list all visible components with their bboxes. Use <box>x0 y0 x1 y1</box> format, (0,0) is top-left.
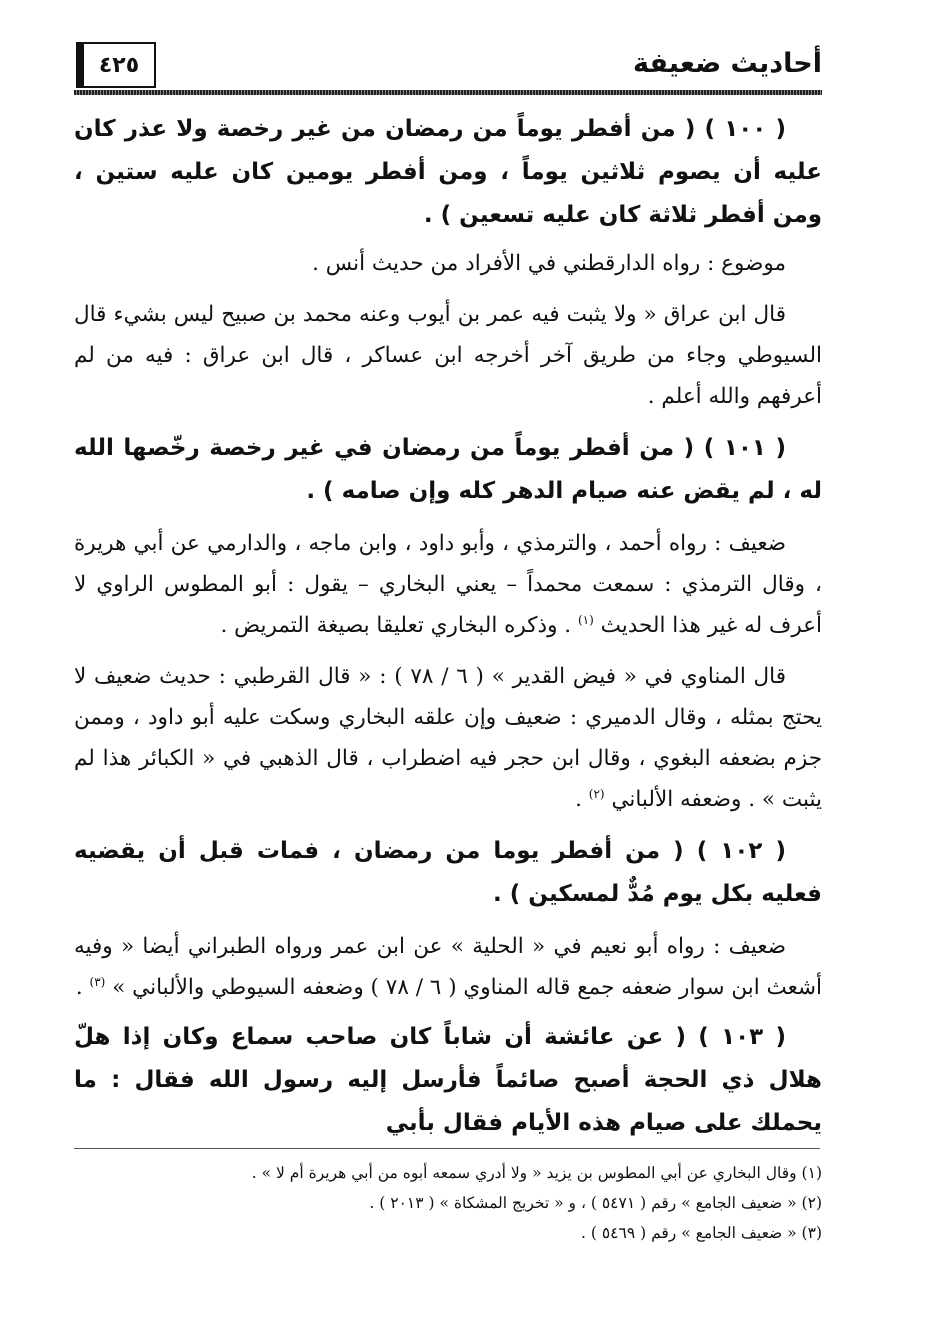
footnote-2: (٢) « ضعيف الجامع » رقم ( ٥٤٧١ ) ، و « تخريج المشكاة » ( ٢٠١٣ ) . <box>369 1194 822 1212</box>
hadith-100: ( ١٠٠ ) ( من أفطر يوماً من رمضان من غير رخصة ولا عذر كان عليه أن يصوم ثلاثين يوماً ، ومن أفطر يومين كان عليه ستين ، ومن أفطر ثلاثة كان عليه تسعين ) . <box>74 116 822 228</box>
hadith-102: ( ١٠٢ ) ( من أفطر يوما من رمضان ، فمات قبل أن يقضيه فعليه بكل يوم مُدٌّ لمسكين ) . <box>74 838 822 907</box>
footnote-ref-2: (٢) <box>588 786 605 801</box>
hadith-103: ( ١٠٣ ) ( عن عائشة أن شاباً كان صاحب سماع وكان إذا هلّ هلال ذي الحجة أصبح صائماً فأرسل إليه رسول الله فقال : ما يحملك على صيام هذه الأيام فقال بأبي <box>74 1024 822 1136</box>
commentary-101-text: قال المناوي في « فيض القدير » ( ٦ / ٧٨ ) : « قال القرطبي : حديث ضعيف لا يحتج بمثله ، وقال الدميري : ضعيف وإن علقه البخاري وسكت عليه أبو داود ، وممن جزم بضعفه البغوي ، وقال ابن حجر فيه اضطراب ، قال الذهبي في « الكبائر هذا لم يثبت » . وضعفه الألباني <box>74 664 822 812</box>
grading-101-text: ضعيف : رواه أحمد ، والترمذي ، وأبو داود ، وابن ماجه ، والدارمي عن أبي هريرة ، وقال الترمذي : سمعت محمداً – يعني البخاري – يقول : أبو المطوس الراوي لا أعرف له غير هذا الحديث <box>74 531 822 638</box>
footnote-ref-3: (٣) <box>89 974 106 989</box>
page-header <box>74 38 822 94</box>
running-title: أحاديث ضعيفة <box>633 48 822 79</box>
footnotes <box>74 1158 822 1248</box>
footnote-ref-1: (١) <box>577 612 594 627</box>
grading-102-tail: . <box>75 975 83 1000</box>
grading-102-text: ضعيف : رواه أبو نعيم في « الحلية » عن ابن عمر ورواه الطبراني أيضا « وفيه أشعث ابن سوار ضعفه جمع قاله المناوي ( ٦ / ٧٨ ) وضعفه السيوطي والألباني » <box>74 934 822 1000</box>
footnote-rule <box>74 1148 820 1149</box>
hadith-101: ( ١٠١ ) ( من أفطر يوماً من رمضان في غير رخصة رخّصها الله له ، لم يقض عنه صيام الدهر كله وإن صامه ) . <box>74 435 822 504</box>
grading-100: موضوع : رواه الدارقطني في الأفراد من حديث أنس . <box>312 251 786 276</box>
footnote-1: (١) وقال البخاري عن أبي المطوس بن يزيد « ولا أدري سمعه أبوه من أبي هريرة أم لا » . <box>251 1164 822 1182</box>
grading-102 <box>74 926 822 1008</box>
commentary-101-tail: . <box>575 787 582 812</box>
grading-101 <box>74 523 822 646</box>
page-body <box>74 108 822 1151</box>
header-rule <box>74 90 822 95</box>
commentary-100: قال ابن عراق « ولا يثبت فيه عمر بن أيوب وعنه محمد بن صبيح ليس بشيء قال السيوطي وجاء من طريق آخر أخرجه ابن عساكر ، قال ابن عراق : فيه من لم أعرفهم والله أعلم . <box>74 302 822 409</box>
book-page <box>74 38 822 1298</box>
page-number: ٤٢٥ <box>82 42 156 88</box>
grading-101-tail: . وذكره البخاري تعليقا بصيغة التمريض . <box>220 613 572 638</box>
footnote-3: (٣) « ضعيف الجامع » رقم ( ٥٤٦٩ ) . <box>581 1224 822 1242</box>
commentary-101 <box>74 656 822 820</box>
